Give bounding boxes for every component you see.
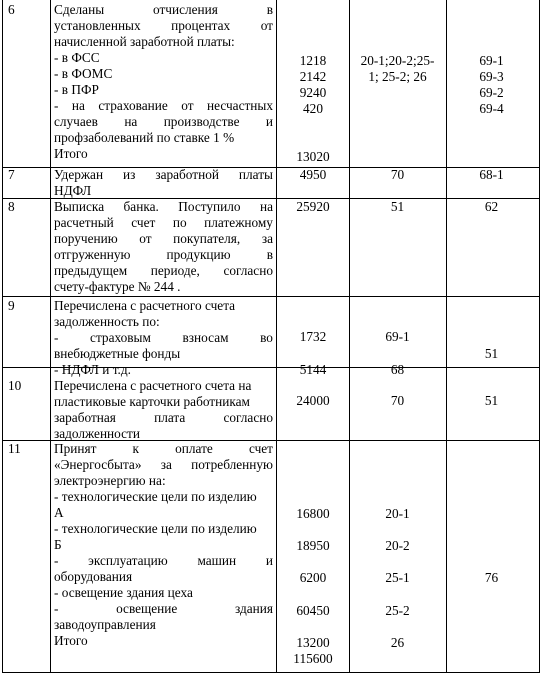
description-line: - освещение здания цеха (54, 585, 193, 600)
description-word: покупателя, (173, 231, 241, 246)
debit-account: 20-1 (385, 506, 410, 521)
column-divider (50, 0, 51, 167)
description-line: профзаболеваний по ставке 1 % (54, 130, 235, 145)
description-line (54, 410, 273, 426)
debit-account: 69-1 (385, 329, 410, 344)
description-word: производстве (163, 114, 240, 129)
description-line (54, 2, 273, 18)
description-word: банка. (123, 199, 159, 214)
description-word: Поступило (178, 199, 241, 214)
description-word: на (259, 199, 273, 214)
row-number: 7 (8, 167, 15, 182)
description-word: периоде, (150, 263, 200, 278)
description-line: задолженности (54, 426, 140, 441)
description-word: согласно (223, 263, 273, 278)
description-word: Сделаны (54, 2, 105, 17)
description-word: установленных (54, 18, 141, 33)
column-divider (276, 297, 277, 367)
description-word: во (260, 330, 273, 345)
description-word: от (260, 18, 273, 33)
debit-account: 68 (390, 362, 405, 377)
description-word: оплате (175, 441, 213, 456)
debit-account: 51 (390, 199, 405, 214)
column-divider (50, 297, 51, 367)
description-line (54, 601, 273, 617)
column-divider (50, 368, 51, 440)
description-word: отгруженную (54, 247, 131, 262)
row-number: 11 (8, 441, 21, 456)
description-line: Перечислена с расчетного счета на (54, 378, 252, 393)
description-line (54, 457, 273, 473)
description-word: Удержан (54, 167, 104, 182)
description-word: заработной (155, 167, 219, 182)
description-word: эксплуатацию (88, 553, 168, 568)
description-line: Итого (54, 633, 88, 648)
description-word: несчастных (207, 98, 273, 113)
debit-account: 25-1 (385, 570, 410, 585)
debit-account: 1; 25-2; 26 (368, 69, 427, 84)
description-word: согласно (223, 410, 273, 425)
description-word: от (139, 231, 152, 246)
amount-value: 4950 (299, 167, 327, 182)
description-line (54, 553, 273, 569)
description-line: начисленной заработной платы: (54, 34, 235, 49)
debit-account: 70 (390, 167, 405, 182)
description-word: в (266, 247, 273, 262)
amount-value: 24000 (296, 393, 330, 408)
amount-value: 5144 (299, 362, 327, 377)
description-word: страхование (98, 98, 168, 113)
description-word: потребленную (191, 457, 273, 472)
description-word: страховым (90, 330, 151, 345)
description-word: здания (234, 601, 273, 616)
credit-account: 76 (484, 570, 499, 585)
description-line: заводоуправления (54, 617, 156, 632)
credit-account: 69-1 (479, 53, 504, 68)
description-word: «Энергосбыта» (54, 457, 142, 472)
column-divider (446, 441, 447, 672)
amount-value: 16800 (296, 506, 330, 521)
amount-value: 115600 (293, 651, 333, 666)
description-word: - (54, 601, 59, 616)
column-divider (50, 199, 51, 296)
credit-account: 69-2 (479, 85, 504, 100)
column-divider (276, 441, 277, 672)
description-line: - технологические цели по изделию (54, 521, 257, 536)
row-number: 9 (8, 298, 15, 313)
description-word: платы (238, 167, 273, 182)
column-divider (50, 168, 51, 198)
description-line: - в ФОМС (54, 66, 113, 81)
description-word: за (261, 231, 273, 246)
description-word: к (132, 441, 140, 456)
description-word: - (54, 553, 59, 568)
description-word: по (172, 215, 187, 230)
amount-value: 13020 (296, 149, 330, 164)
description-line (54, 263, 273, 279)
description-line (54, 215, 273, 231)
description-line: внебюджетные фонды (54, 346, 181, 361)
amount-value: 1732 (299, 329, 327, 344)
description-word: продукцию (166, 247, 231, 262)
row-number: 10 (8, 378, 22, 393)
description-line: счету-фактуре № 244 . (54, 279, 181, 294)
amount-value: 1218 (299, 53, 327, 68)
description-line: пластиковые карточки работникам (54, 394, 250, 409)
description-line: - в ПФР (54, 82, 99, 97)
description-line: оборудования (54, 569, 133, 584)
column-divider (50, 441, 51, 672)
amount-value: 25920 (296, 199, 330, 214)
amount-value: 18950 (296, 538, 330, 553)
description-line (54, 98, 273, 114)
description-word: случаев (54, 114, 98, 129)
description-word: за (160, 457, 172, 472)
description-word: на (71, 98, 85, 113)
description-word: взносам (182, 330, 229, 345)
description-line (54, 330, 273, 346)
description-line: - в ФСС (54, 50, 100, 65)
amount-value: 6200 (299, 570, 327, 585)
description-word: машин (197, 553, 237, 568)
description-line (54, 441, 273, 457)
amount-value: 9240 (299, 85, 327, 100)
debit-account: 26 (390, 635, 405, 650)
description-word: - (54, 98, 59, 113)
description-word: Выписка (54, 199, 105, 214)
description-line (54, 167, 273, 183)
credit-account: 69-4 (479, 101, 504, 116)
description-word: от (181, 98, 194, 113)
description-line (54, 114, 273, 130)
credit-account: 51 (484, 346, 499, 361)
column-divider (276, 168, 277, 198)
description-word: поручению (54, 231, 118, 246)
description-line: Итого (54, 146, 88, 161)
description-word: освещение (116, 601, 178, 616)
description-word: в (266, 2, 273, 17)
description-word: из (123, 167, 136, 182)
description-line: - технологические цели по изделию (54, 489, 257, 504)
credit-account: 68-1 (479, 167, 504, 182)
column-divider (276, 368, 277, 440)
amount-value: 13200 (296, 635, 330, 650)
description-word: и (265, 553, 273, 568)
debit-account: 20-2 (385, 538, 410, 553)
description-line: НДФЛ (54, 183, 92, 198)
credit-account: 51 (484, 393, 499, 408)
description-word: плата (154, 410, 186, 425)
column-divider (276, 0, 277, 167)
description-word: счет (248, 441, 273, 456)
description-word: процентах (171, 18, 231, 33)
debit-account: 20-1;20-2;25- (360, 53, 435, 68)
debit-account: 70 (390, 393, 405, 408)
amount-value: 60450 (296, 603, 330, 618)
debit-account: 25-2 (385, 603, 410, 618)
description-word: Принят (54, 441, 97, 456)
description-line (54, 199, 273, 215)
description-word: заработная (54, 410, 116, 425)
description-word: платежному (204, 215, 273, 230)
description-word: предыдущем (54, 263, 128, 278)
amount-value: 420 (303, 101, 323, 116)
credit-account: 69-3 (479, 69, 504, 84)
description-word: - (54, 330, 59, 345)
description-line: Б (54, 537, 62, 552)
description-line: электроэнергию на: (54, 473, 166, 488)
row-number: 6 (8, 2, 15, 17)
description-word: расчетный (54, 215, 114, 230)
description-word: счет (131, 215, 156, 230)
column-divider (276, 199, 277, 296)
description-word: на (124, 114, 138, 129)
description-word: отчисления (152, 2, 218, 17)
description-line: задолженность по: (54, 314, 160, 329)
description-line (54, 18, 273, 34)
row-number: 8 (8, 199, 15, 214)
amount-value: 2142 (299, 69, 327, 84)
description-line (54, 231, 273, 247)
description-line: - НДФЛ и т.д. (54, 362, 131, 377)
description-line: А (54, 505, 64, 520)
credit-account: 62 (484, 199, 499, 214)
description-word: и (265, 114, 273, 129)
description-line (54, 247, 273, 263)
description-line: Перечислена с расчетного счета (54, 298, 236, 313)
